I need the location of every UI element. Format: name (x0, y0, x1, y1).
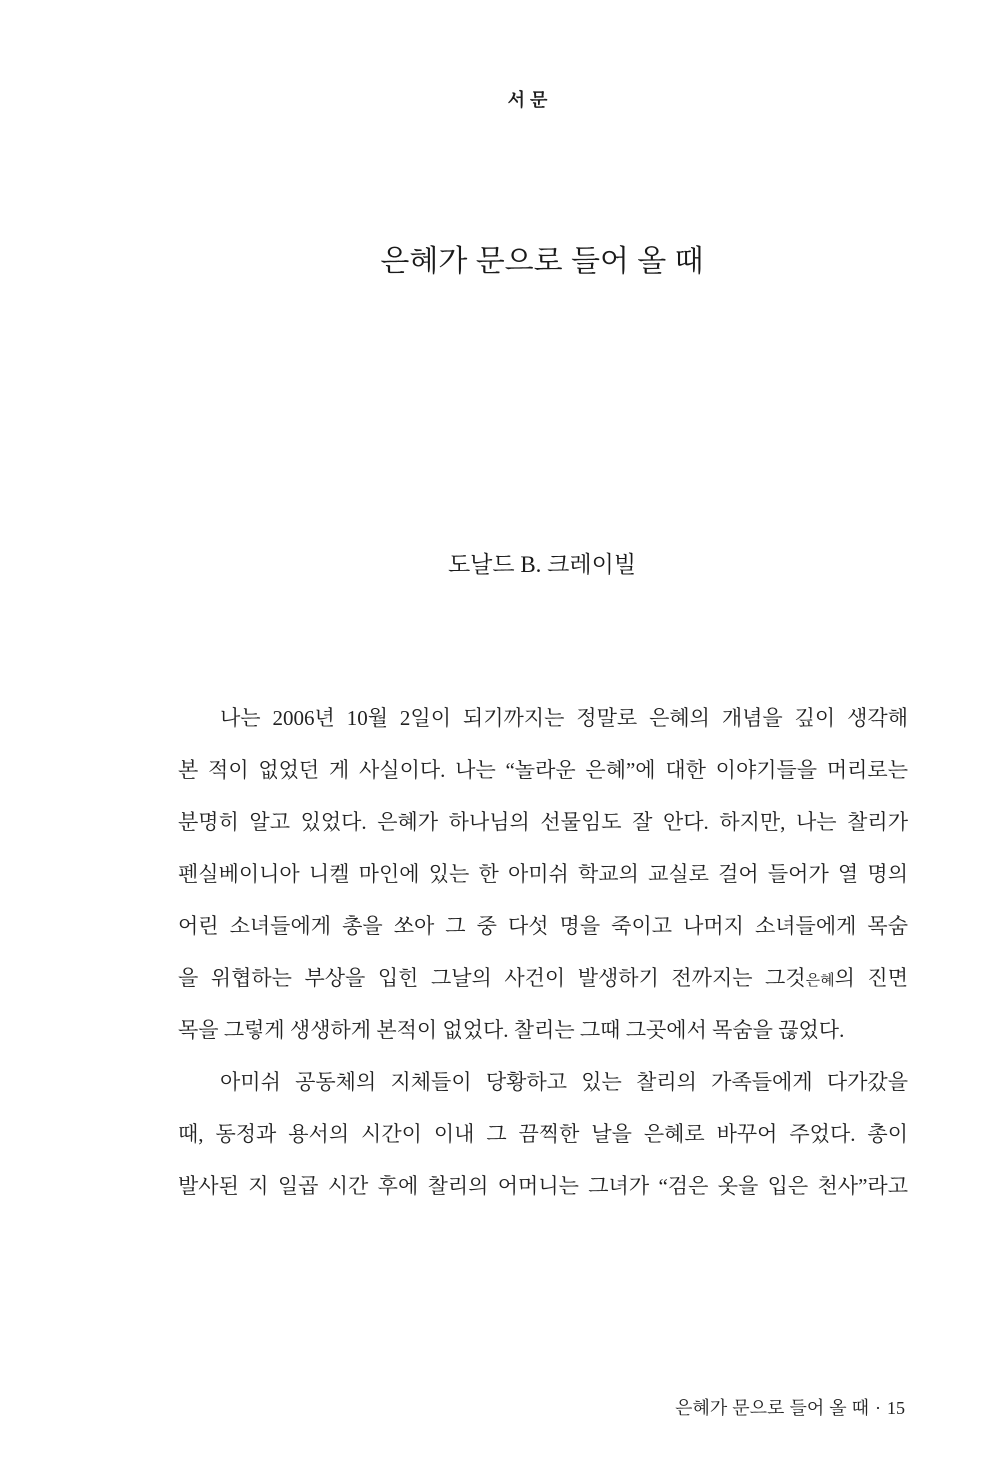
body-line: 어린 소녀들에게 총을 쏘아 그 중 다섯 명을 죽이고 나머지 소녀들에게 목숨 (178, 914, 908, 938)
footer-separator: · (875, 1398, 881, 1418)
body-line: 나는 2006년 10월 2일이 되기까지는 정말로 은혜의 개념을 깊이 생각해 (220, 706, 908, 730)
body-line: 목을 그렇게 생생하게 본적이 없었다. 찰리는 그때 그곳에서 목숨을 끊었다. (178, 1018, 845, 1042)
body-line: 펜실베이니아 니켈 마인에 있는 한 아미쉬 학교의 교실로 걸어 들어가 열 명의 (178, 862, 908, 886)
page-number: 15 (887, 1398, 905, 1418)
body-line-text: 의 진면 (834, 966, 909, 990)
body-line: 아미쉬 공동체의 지체들이 당황하고 있는 찰리의 가족들에게 다가갔을 (220, 1070, 908, 1094)
body-paragraph (178, 1056, 908, 1212)
chapter-title: 은혜가 문으로 들어 올 때 (380, 245, 704, 278)
body-line: 분명히 알고 있었다. 은혜가 하나님의 선물임도 잘 안다. 하지만, 나는 찰리가 (178, 810, 908, 834)
body-line: 때, 동정과 용서의 시간이 이내 그 끔찍한 날을 은혜로 바꾸어 주었다. 총이 (178, 1122, 908, 1146)
chapter-author: 도날드 B. 크레이빌 (447, 552, 637, 577)
body-text (178, 692, 908, 1212)
page-footer (675, 1394, 905, 1422)
running-title: 은혜가 문으로 들어 올 때 (675, 1398, 869, 1418)
body-line-inset-text: 은혜 (805, 973, 835, 989)
section-label: 서문 (507, 90, 553, 110)
body-line (178, 952, 908, 1004)
body-paragraph (178, 692, 908, 1056)
body-line: 발사된 지 일곱 시간 후에 찰리의 어머니는 그녀가 “검은 옷을 입은 천사”라고 (178, 1174, 908, 1198)
body-line: 본 적이 없었던 게 사실이다. 나는 “놀라운 은혜”에 대한 이야기들을 머리로는 (178, 758, 908, 782)
body-line-text: 을 위협하는 부상을 입힌 그날의 사건이 발생하기 전까지는 그것 (178, 966, 806, 990)
